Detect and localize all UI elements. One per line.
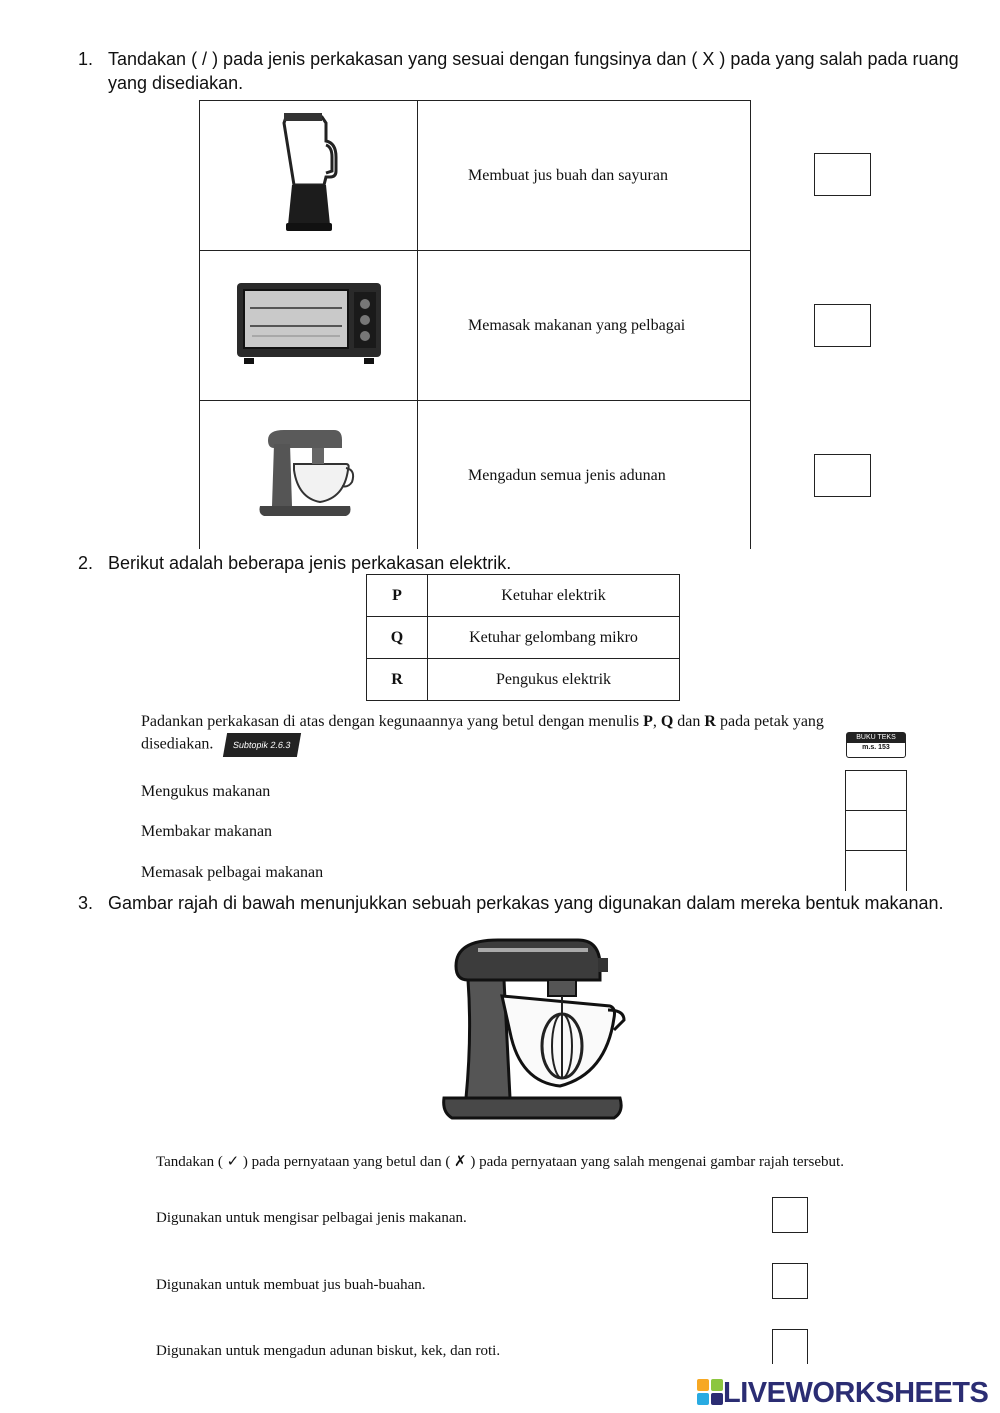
instruction-text: disediakan. xyxy=(141,735,214,753)
q2-appliance-table xyxy=(366,574,680,701)
q2-item: Memasak pelbagai makanan xyxy=(141,864,324,881)
appliance-key: Q xyxy=(367,617,428,659)
appliance-name: Ketuhar gelombang mikro xyxy=(428,617,680,659)
table-row xyxy=(367,659,680,701)
oven-icon xyxy=(234,278,384,368)
textbook-badge-page: m.s. 153 xyxy=(862,744,890,751)
question-number: 3. xyxy=(78,893,94,913)
question-3-intro xyxy=(78,891,968,915)
q1-table xyxy=(199,100,751,551)
table-row xyxy=(367,617,680,659)
key-p: P xyxy=(643,713,653,730)
question-number: 2. xyxy=(78,553,94,573)
q3-answer-box-3[interactable] xyxy=(772,1329,808,1364)
appliance-name: Pengukus elektrik xyxy=(428,659,680,701)
q1-image-cell xyxy=(200,101,418,251)
q1-answer-box-1[interactable] xyxy=(814,153,871,196)
q3-statement: Digunakan untuk mengisar pelbagai jenis makanan. xyxy=(156,1210,467,1226)
question-1-instruction xyxy=(78,47,968,95)
q3-statement: Digunakan untuk mengadun adunan biskut, kek, dan roti. xyxy=(156,1343,501,1359)
q2-answer-box-1[interactable] xyxy=(845,770,907,812)
logo-text: LIVEWORKSHEETS xyxy=(723,1376,989,1409)
question-text: Gambar rajah di bawah menunjukkan sebuah perkakas yang digunakan dalam mereka bentuk makanan. xyxy=(108,893,944,913)
table-row xyxy=(200,401,751,551)
instruction-text: Padankan perkakasan di atas dengan kegunaannya yang betul dengan menulis xyxy=(141,713,644,730)
table-row xyxy=(200,251,751,401)
q3-answer-box-1[interactable] xyxy=(772,1197,808,1233)
liveworksheets-logo-icon xyxy=(697,1379,723,1407)
table-row xyxy=(367,575,680,617)
q1-row-text: Mengadun semua jenis adunan xyxy=(418,401,751,551)
q3-instruction: Tandakan ( ✓ ) pada pernyataan yang betul dan ( ✗ ) pada pernyataan yang salah mengenai gambar rajah tersebut. xyxy=(156,1154,844,1170)
question-text: Berikut adalah beberapa jenis perkakasan elektrik. xyxy=(108,553,512,573)
q2-instruction xyxy=(141,711,911,757)
textbook-badge xyxy=(846,732,906,758)
q1-image-cell xyxy=(200,401,418,551)
liveworksheets-logo[interactable] xyxy=(697,1376,988,1410)
q3-statement: Digunakan untuk membuat jus buah-buahan. xyxy=(156,1277,426,1293)
q1-row-text: Memasak makanan yang pelbagai xyxy=(418,251,751,401)
q2-item: Mengukus makanan xyxy=(141,783,271,800)
question-2-intro xyxy=(78,551,968,575)
instruction-text: , xyxy=(652,713,661,730)
question-number: 1. xyxy=(78,49,94,69)
key-r: R xyxy=(704,713,716,730)
q2-item: Membakar makanan xyxy=(141,823,273,840)
blender-icon xyxy=(274,113,344,233)
question-text: Tandakan ( / ) pada jenis perkakasan yang sesuai dengan fungsinya dan ( X ) pada yang salah pada ruang yang disediakan. xyxy=(108,49,959,93)
table-row xyxy=(200,101,751,251)
subtopic-badge: Subtopik 2.6.3 xyxy=(223,733,301,757)
textbook-badge-top: BUKU TEKS xyxy=(847,733,905,743)
stand-mixer-icon xyxy=(438,936,628,1124)
q2-answer-box-3[interactable] xyxy=(845,850,907,893)
q1-answer-box-2[interactable] xyxy=(814,304,871,347)
appliance-key: P xyxy=(367,575,428,617)
q1-row-text: Membuat jus buah dan sayuran xyxy=(418,101,751,251)
q1-image-cell xyxy=(200,251,418,401)
q2-answer-box-2[interactable] xyxy=(845,810,907,852)
instruction-text: dan xyxy=(673,713,705,730)
key-q: Q xyxy=(660,713,674,730)
appliance-key: R xyxy=(367,659,428,701)
q1-answer-box-3[interactable] xyxy=(814,454,871,497)
q3-answer-box-2[interactable] xyxy=(772,1263,808,1299)
appliance-name: Ketuhar elektrik xyxy=(428,575,680,617)
instruction-text: pada petak yang xyxy=(715,713,824,730)
stand-mixer-icon xyxy=(254,426,364,521)
